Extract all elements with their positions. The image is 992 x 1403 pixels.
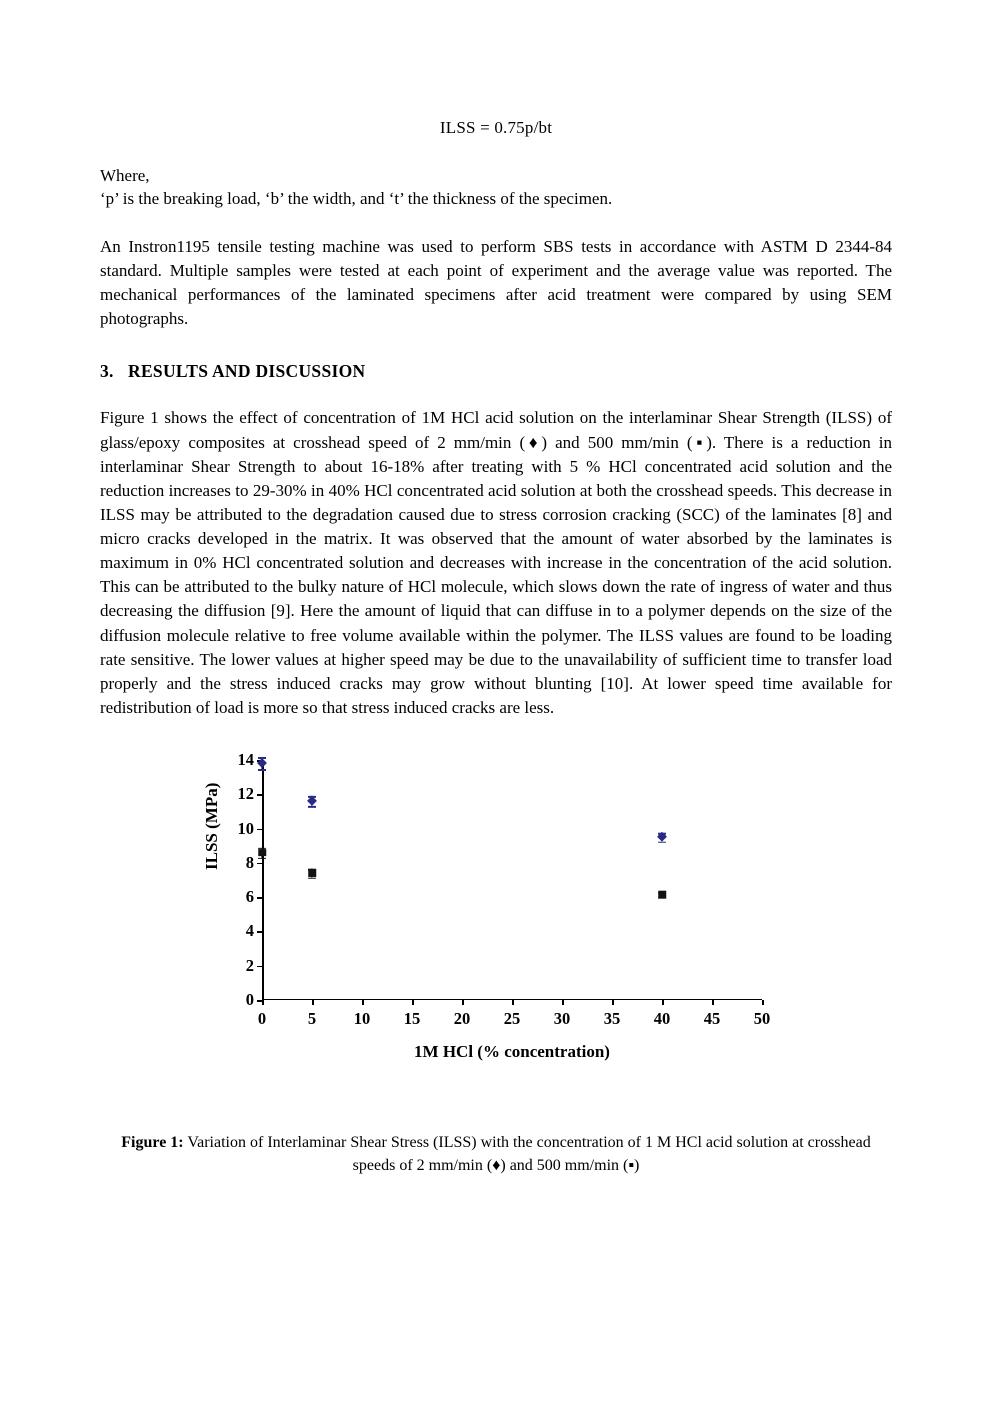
x-tick-label: 15: [403, 1009, 421, 1029]
square-marker-icon: [308, 869, 316, 877]
figure-caption-label: Figure 1:: [121, 1134, 184, 1152]
section-heading: [100, 361, 892, 382]
y-tick-label: 6: [245, 887, 254, 907]
y-tick-label: 8: [245, 852, 254, 872]
x-tick-label: 5: [307, 1009, 317, 1029]
y-tick-label: 10: [237, 818, 254, 838]
x-tick-label: 50: [753, 1009, 771, 1029]
data-point: [255, 752, 269, 774]
figure-1: [100, 750, 892, 1105]
formula-ilss: ILSS = 0.75p/bt: [439, 118, 553, 137]
plot-area: [237, 750, 771, 1029]
x-tick-label: 35: [603, 1009, 621, 1029]
methods-paragraph: An Instron1195 tensile testing machine was used to perform SBS tests in accordance with ASTM D 2344-84 standard. Multiple samples were tested at each point of experiment and the average value was reported. The mechanical performances of the laminated specimens after acid treatment were compared by using SEM photographs.: [100, 236, 892, 329]
data-point: [655, 887, 669, 902]
where-label: Where,: [100, 166, 150, 185]
data-point: [655, 828, 669, 847]
x-tick-label: 40: [653, 1009, 671, 1029]
diamond-marker-icon: [307, 796, 317, 806]
scatter-chart: [196, 750, 796, 1090]
section-title: RESULTS AND DISCUSSION: [128, 361, 366, 382]
x-tick-label: 10: [353, 1009, 371, 1029]
where-block: [100, 164, 892, 211]
figure-caption: [100, 1131, 892, 1177]
y-tick-label: 2: [245, 955, 254, 975]
y-tick-label: 12: [237, 784, 254, 804]
results-paragraph: Figure 1 shows the effect of concentration of 1M HCl acid solution on the interlaminar Shear Strength (ILSS) of glass/epoxy composites at crosshead speed of 2 mm/min (♦) and 500 mm/min (▪). There is a reduction in interlaminar Shear Strength to about 16-18% after treating with 5 % HCl concentrated acid solution and the reduction increases to 29-30% in 40% HCl concentrated acid solution at both the crosshead speeds. This decrease in ILSS may be attributed to the degradation caused due to stress corrosion cracking (SCC) of the laminates [8] and micro cracks developed in the matrix. It was observed that the amount of water absorbed by the laminates is maximum in 0% HCl concentrated solution and decreases with increase in the concentration of the acid solution. This can be attributed to the bulky nature of HCl molecule, which slows down the rate of ingress of water and thus decreasing the diffusion [9]. Here the amount of liquid that can diffuse in to a polymer depends on the size of the diffusion molecule relative to free volume available within the polymer. The ILSS values are found to be loading rate sensitive. The lower values at higher speed may be due to the unavailability of sufficient time to transfer load properly and the stress induced cracks may grow without blunting [10]. At lower speed time available for redistribution of load is more so that stress induced cracks are less.: [100, 408, 892, 717]
data-points-layer: [262, 760, 762, 1000]
diamond-marker-icon: [257, 759, 267, 769]
data-point: [305, 864, 319, 883]
data-point: [255, 842, 269, 862]
y-tick-label: 4: [245, 921, 254, 941]
x-tick-label: 20: [453, 1009, 471, 1029]
x-tick-label: 25: [503, 1009, 521, 1029]
x-tick-label: 0: [257, 1009, 267, 1029]
where-definition: ‘p’ is the breaking load, ‘b’ the width, and ‘t’ the thickness of the specimen.: [100, 189, 613, 209]
x-axis-title: 1M HCl (% concentration): [414, 1042, 610, 1062]
x-tick-label: 45: [703, 1009, 721, 1029]
y-axis-title: ILSS (MPa): [202, 782, 221, 871]
y-tick-label: 0: [245, 990, 254, 1010]
section-number: 3.: [100, 361, 114, 382]
square-marker-icon: [658, 891, 666, 899]
x-tick-label: 30: [553, 1009, 571, 1029]
y-tick-label: 14: [237, 750, 254, 770]
square-marker-icon: [258, 849, 266, 857]
figure-caption-text: Variation of Interlaminar Shear Stress (ILSS) with the concentration of 1 M HCl acid solution at crosshead speeds of 2 mm/min (♦) and 500 mm/min (▪): [183, 1134, 871, 1175]
data-point: [305, 791, 319, 811]
